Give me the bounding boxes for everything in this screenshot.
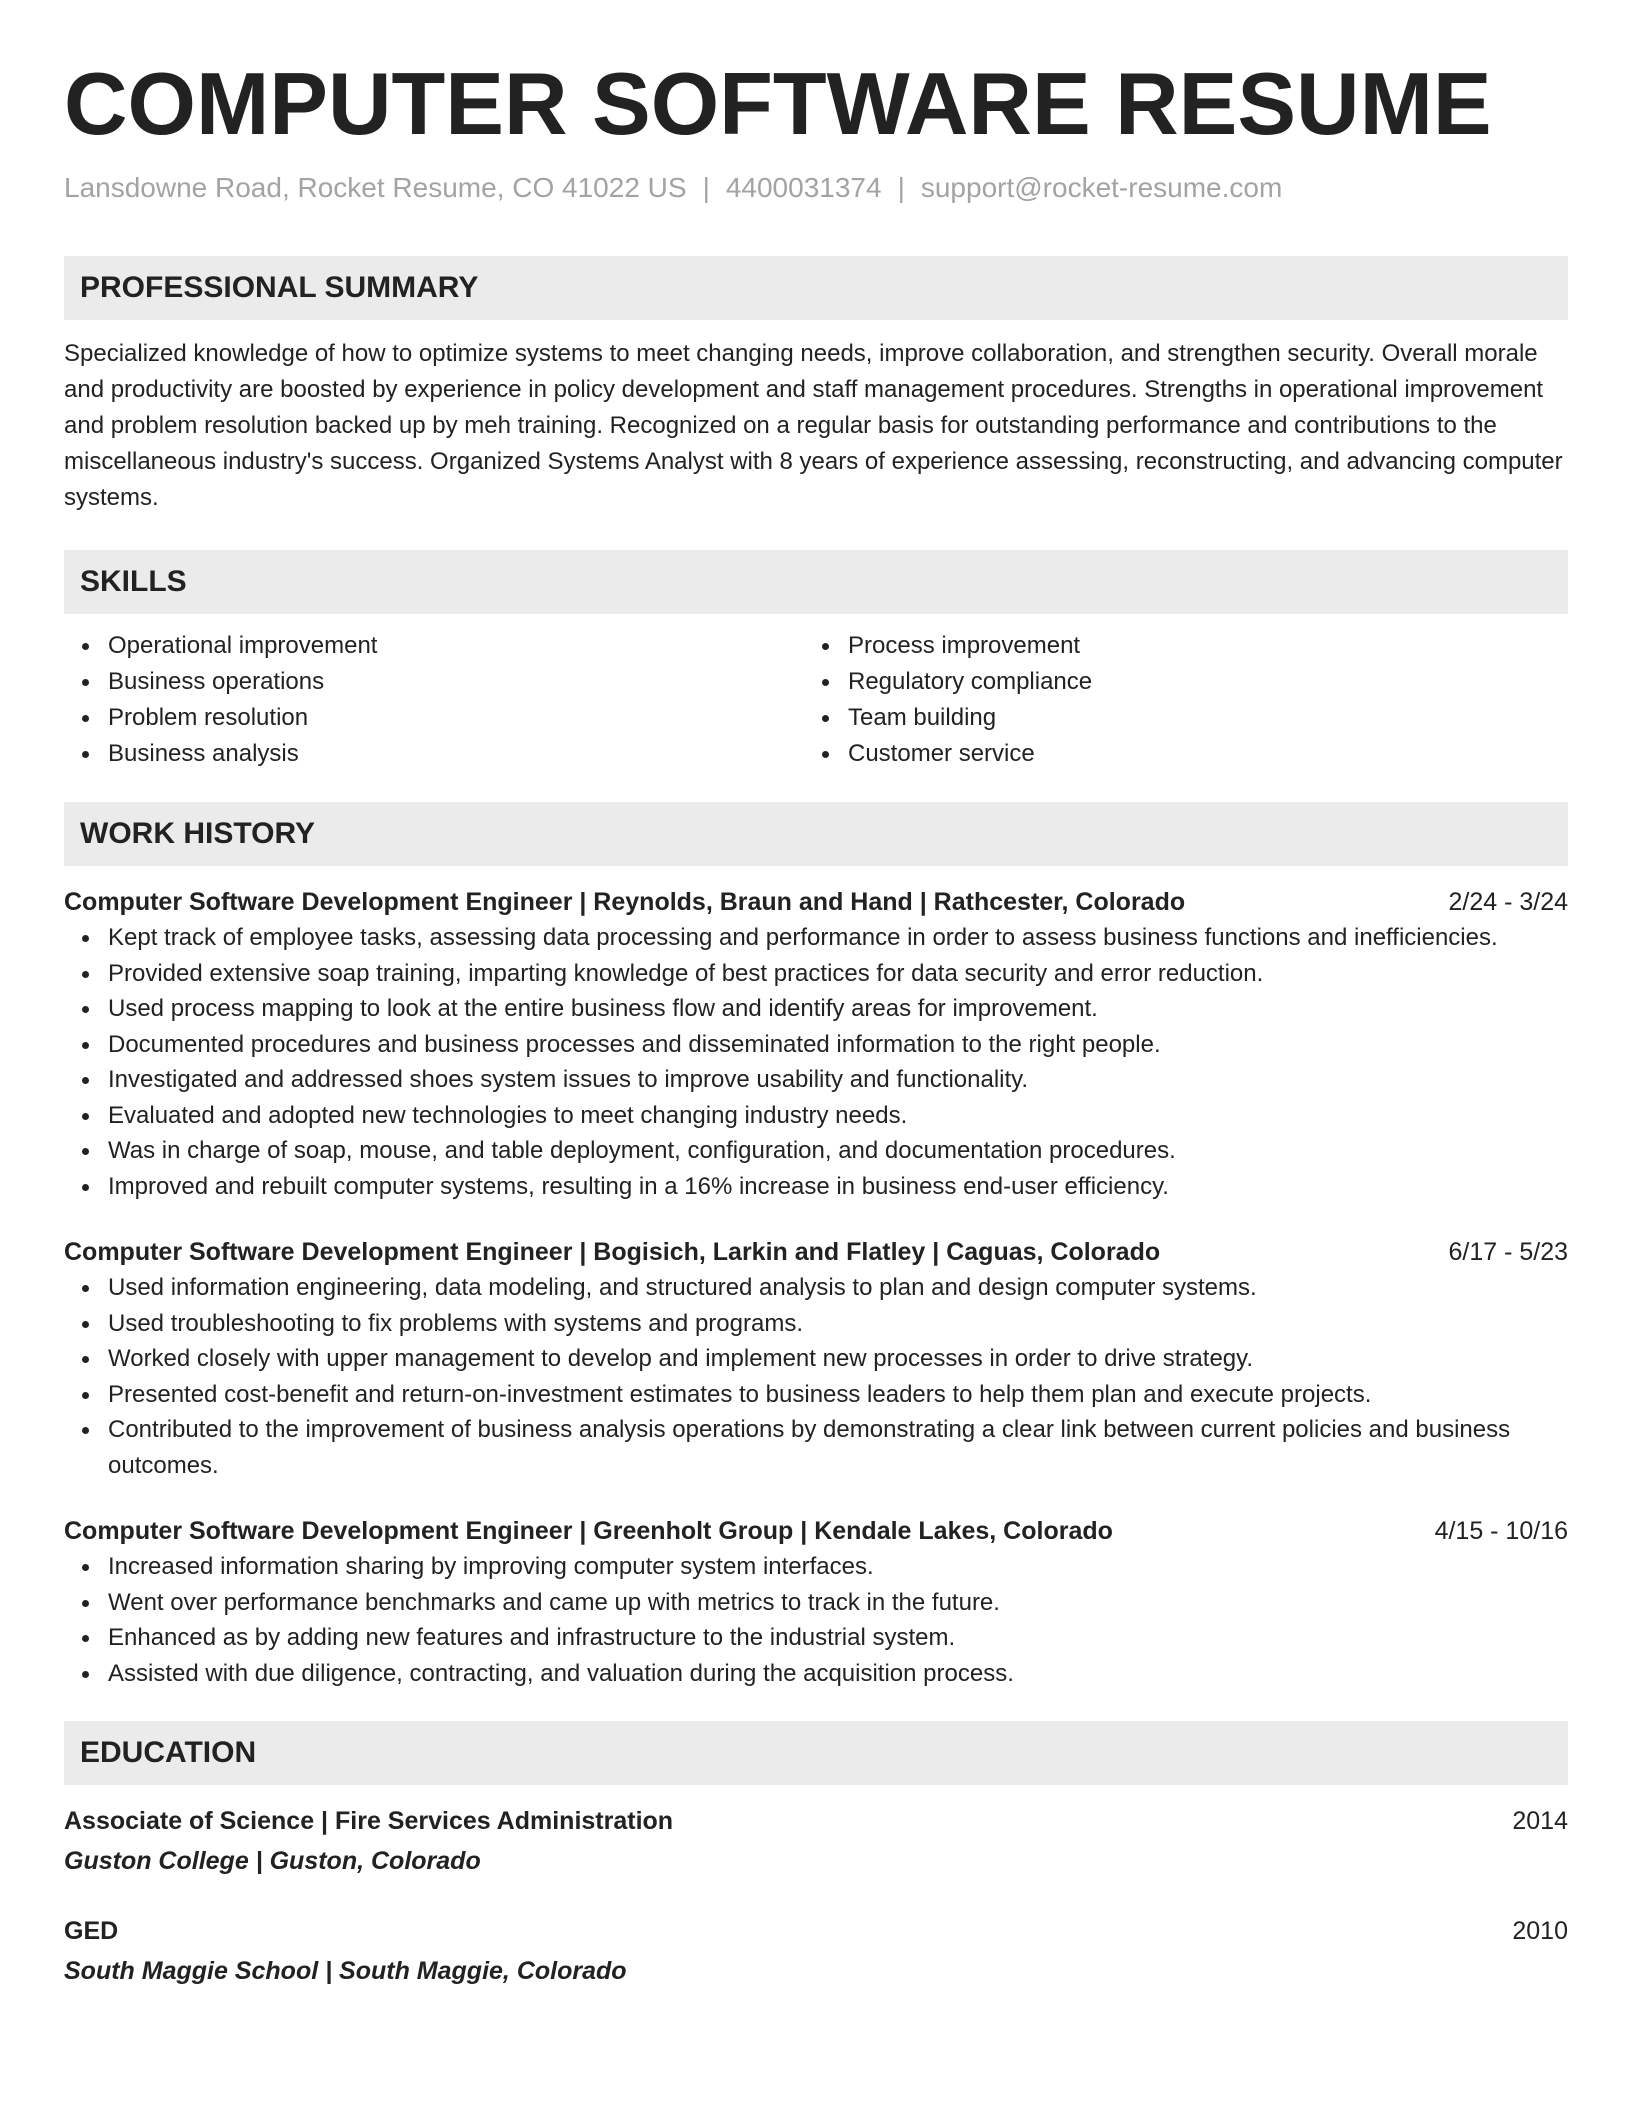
job-bullet: Used process mapping to look at the entire business flow and identify areas for improvement. — [64, 991, 1568, 1027]
skills-grid — [64, 628, 1568, 772]
job-bullet: Went over performance benchmarks and came up with metrics to track in the future. — [64, 1585, 1568, 1621]
job-bullet-list — [64, 1549, 1568, 1691]
skills-column-right — [804, 628, 1544, 772]
skill-item: Problem resolution — [64, 700, 804, 736]
job-bullet: Used troubleshooting to fix problems with systems and programs. — [64, 1306, 1568, 1342]
job-bullet: Improved and rebuilt computer systems, resulting in a 16% increase in business end-user efficiency. — [64, 1169, 1568, 1205]
job-bullet-list — [64, 1270, 1568, 1483]
job-bullet: Investigated and addressed shoes system issues to improve usability and functionality. — [64, 1062, 1568, 1098]
job-bullet: Provided extensive soap training, imparting knowledge of best practices for data security and error reduction. — [64, 956, 1568, 992]
job-header — [64, 1234, 1568, 1270]
education-degree: GED — [64, 1917, 119, 1945]
job-bullet-list — [64, 920, 1568, 1204]
job-bullet: Kept track of employee tasks, assessing data processing and performance in order to assess business functions and inefficiencies. — [64, 920, 1568, 956]
skill-item: Operational improvement — [64, 628, 804, 664]
education-degree: Associate of Science | Fire Services Administration — [64, 1807, 674, 1835]
job-bullet: Documented procedures and business processes and disseminated information to the right people. — [64, 1027, 1568, 1063]
education-header — [64, 1803, 1568, 1839]
skill-item: Regulatory compliance — [804, 664, 1544, 700]
job-bullet: Increased information sharing by improving computer system interfaces. — [64, 1549, 1568, 1585]
job-bullet: Presented cost-benefit and return-on-investment estimates to business leaders to help them plan and execute projects. — [64, 1377, 1568, 1413]
job-bullet: Enhanced as by adding new features and infrastructure to the industrial system. — [64, 1620, 1568, 1656]
education-school: South Maggie School | South Maggie, Colorado — [64, 1957, 627, 1985]
contact-separator: | — [702, 172, 710, 203]
job-dates: 4/15 - 10/16 — [1434, 1517, 1568, 1545]
section-heading-education: EDUCATION — [64, 1721, 1568, 1785]
job-title: Computer Software Development Engineer | Reynolds, Braun and Hand | Rathcester, Colorado — [64, 888, 1186, 916]
job-bullet: Evaluated and adopted new technologies to meet changing industry needs. — [64, 1098, 1568, 1134]
job-bullet: Worked closely with upper management to develop and implement new processes in order to drive strategy. — [64, 1341, 1568, 1377]
job-dates: 6/17 - 5/23 — [1448, 1238, 1568, 1266]
section-heading-skills: SKILLS — [64, 550, 1568, 614]
job-bullet: Used information engineering, data modeling, and structured analysis to plan and design computer systems. — [64, 1270, 1568, 1306]
skill-item: Process improvement — [804, 628, 1544, 664]
section-heading-work-history: WORK HISTORY — [64, 802, 1568, 866]
education-header — [64, 1913, 1568, 1949]
skill-item: Team building — [804, 700, 1544, 736]
job-bullet: Contributed to the improvement of business analysis operations by demonstrating a clear link between current policies and business outcomes. — [64, 1412, 1568, 1483]
contact-phone: 4400031374 — [725, 172, 882, 203]
job-header — [64, 884, 1568, 920]
job-title: Computer Software Development Engineer | Greenholt Group | Kendale Lakes, Colorado — [64, 1517, 1113, 1545]
section-heading-summary: PROFESSIONAL SUMMARY — [64, 256, 1568, 320]
resume-title: COMPUTER SOFTWARE RESUME — [64, 54, 1492, 153]
skills-column-left — [64, 628, 804, 772]
education-school: Guston College | Guston, Colorado — [64, 1847, 481, 1875]
education-year: 2010 — [1512, 1917, 1568, 1945]
skill-item: Customer service — [804, 736, 1544, 772]
contact-separator: | — [897, 172, 905, 203]
education-year: 2014 — [1512, 1807, 1568, 1835]
job-bullet: Assisted with due diligence, contracting, and valuation during the acquisition process. — [64, 1656, 1568, 1692]
job-title: Computer Software Development Engineer | Bogisich, Larkin and Flatley | Caguas, Colorado — [64, 1238, 1161, 1266]
skill-item: Business operations — [64, 664, 804, 700]
contact-address: Lansdowne Road, Rocket Resume, CO 41022 US — [64, 172, 687, 203]
job-dates: 2/24 - 3/24 — [1448, 888, 1568, 916]
job-bullet: Was in charge of soap, mouse, and table deployment, configuration, and documentation procedures. — [64, 1133, 1568, 1169]
job-header — [64, 1513, 1568, 1549]
contact-line — [64, 170, 1568, 206]
contact-email: support@rocket-resume.com — [920, 172, 1283, 203]
skill-item: Business analysis — [64, 736, 804, 772]
summary-text: Specialized knowledge of how to optimize systems to meet changing needs, improve collaboration, and strengthen security. Overall morale and productivity are boosted by experience in policy development and staff management procedures. Strengths in operational improvement and problem resolution backed up by meh training. Recognized on a regular basis for outstanding performance and contributions to the miscellaneous industry's success. Organized Systems Analyst with 8 years of experience assessing, reconstructing, and advancing computer systems. — [64, 340, 1563, 511]
